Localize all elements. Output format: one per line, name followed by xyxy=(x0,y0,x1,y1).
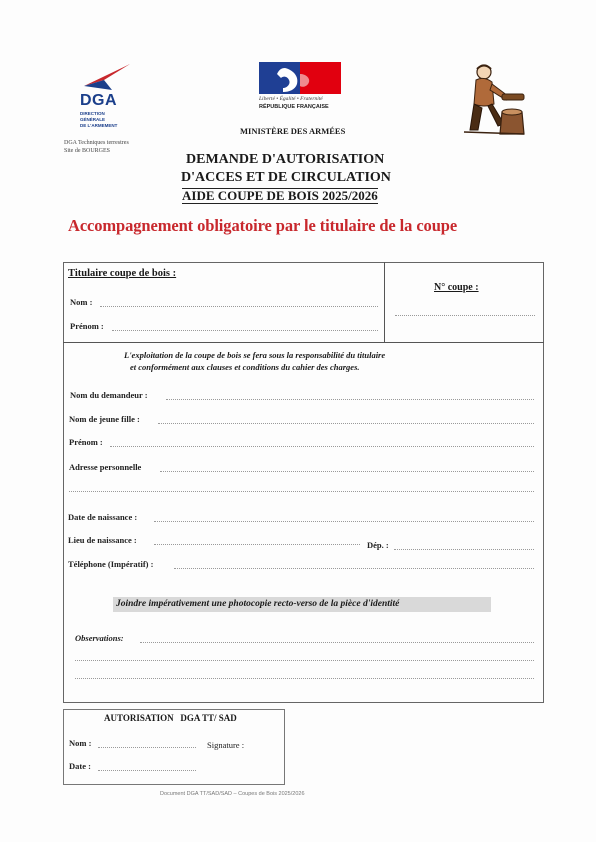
holder-divider xyxy=(384,262,385,342)
adresse-input-1[interactable] xyxy=(160,471,534,472)
form-frame xyxy=(63,262,544,703)
adresse-input-2[interactable] xyxy=(69,491,534,492)
dga-logo-text: DGA xyxy=(80,92,118,109)
nom-demandeur-input[interactable] xyxy=(166,399,534,400)
marianne-icon xyxy=(259,62,341,94)
marianne-logo xyxy=(259,62,341,94)
prenom-label: Prénom : xyxy=(69,437,103,447)
nom-jeune-fille-label: Nom de jeune fille : xyxy=(69,414,140,424)
nom-demandeur-label: Nom du demandeur : xyxy=(70,390,148,400)
holder-bottom-line xyxy=(63,342,544,343)
ministry-label: MINISTÈRE DES ARMÉES xyxy=(240,126,346,136)
auth-nom-label: Nom : xyxy=(69,738,92,748)
title-line-1: DEMANDE D'AUTORISATION xyxy=(186,152,385,167)
holder-prenom-label: Prénom : xyxy=(70,321,104,331)
telephone-input[interactable] xyxy=(174,568,534,569)
lieu-naissance-label: Lieu de naissance : xyxy=(68,535,137,545)
date-naissance-label: Date de naissance : xyxy=(68,512,138,522)
prenom-input[interactable] xyxy=(110,446,534,447)
telephone-label: Téléphone (Impératif) : xyxy=(68,559,154,569)
nom-jeune-fille-input[interactable] xyxy=(158,423,534,424)
holder-nom-label: Nom : xyxy=(70,297,93,307)
rf-name: RÉPUBLIQUE FRANÇAISE xyxy=(259,104,329,110)
footer-text: Document DGA TT/SAD/SAD – Coupes de Bois 2025/2026 xyxy=(160,791,305,797)
lieu-naissance-input[interactable] xyxy=(154,544,360,545)
dga-site-1: DGA Techniques terrestres xyxy=(64,140,129,146)
observations-input-1[interactable] xyxy=(140,642,534,643)
id-notice: Joindre impérativement une photocopie recto-verso de la pièce d'identité xyxy=(116,599,400,609)
dga-sub-1: DIRECTION xyxy=(80,111,105,116)
coupe-input[interactable] xyxy=(395,315,535,316)
responsibility-line-2: et conformément aux clauses et conditions du cahier des charges. xyxy=(130,362,360,372)
title-line-3: AIDE COUPE DE BOIS 2025/2026 xyxy=(182,188,378,203)
responsibility-line-1: L'exploitation de la coupe de bois se fera sous la responsabilité du titulaire xyxy=(124,350,386,360)
date-naissance-input[interactable] xyxy=(154,521,534,522)
dep-input[interactable] xyxy=(394,549,534,550)
lumberjack-icon xyxy=(458,64,526,136)
dga-sub-3: DE L'ARMEMENT xyxy=(80,123,118,128)
auth-nom-input[interactable] xyxy=(98,747,196,748)
observations-input-3[interactable] xyxy=(75,678,534,679)
observations-label: Observations: xyxy=(75,633,124,643)
auth-date-input[interactable] xyxy=(98,770,196,771)
title-line-2: D'ACCES ET DE CIRCULATION xyxy=(181,170,391,185)
dga-arrow-icon xyxy=(82,62,134,92)
coupe-label: N° coupe : xyxy=(434,282,479,293)
dep-label: Dép. : xyxy=(367,540,389,550)
holder-heading: Titulaire coupe de bois : xyxy=(68,268,177,279)
auth-date-label: Date : xyxy=(69,761,91,771)
authorization-heading: AUTORISATION DGA TT/ SAD xyxy=(104,713,237,723)
rf-motto: Liberté • Égalité • Fraternité xyxy=(259,96,323,102)
dga-logo xyxy=(76,62,136,136)
holder-prenom-input[interactable] xyxy=(112,330,378,331)
adresse-label: Adresse personnelle xyxy=(69,462,142,472)
dga-site-2: Site de BOURGES xyxy=(64,148,111,154)
mandatory-notice: Accompagnement obligatoire par le titulaire de la coupe xyxy=(68,216,458,235)
dga-sub-2: GÉNÉRALE xyxy=(80,117,106,122)
observations-input-2[interactable] xyxy=(75,660,534,661)
holder-nom-input[interactable] xyxy=(100,306,378,307)
auth-signature-label: Signature : xyxy=(207,740,245,750)
